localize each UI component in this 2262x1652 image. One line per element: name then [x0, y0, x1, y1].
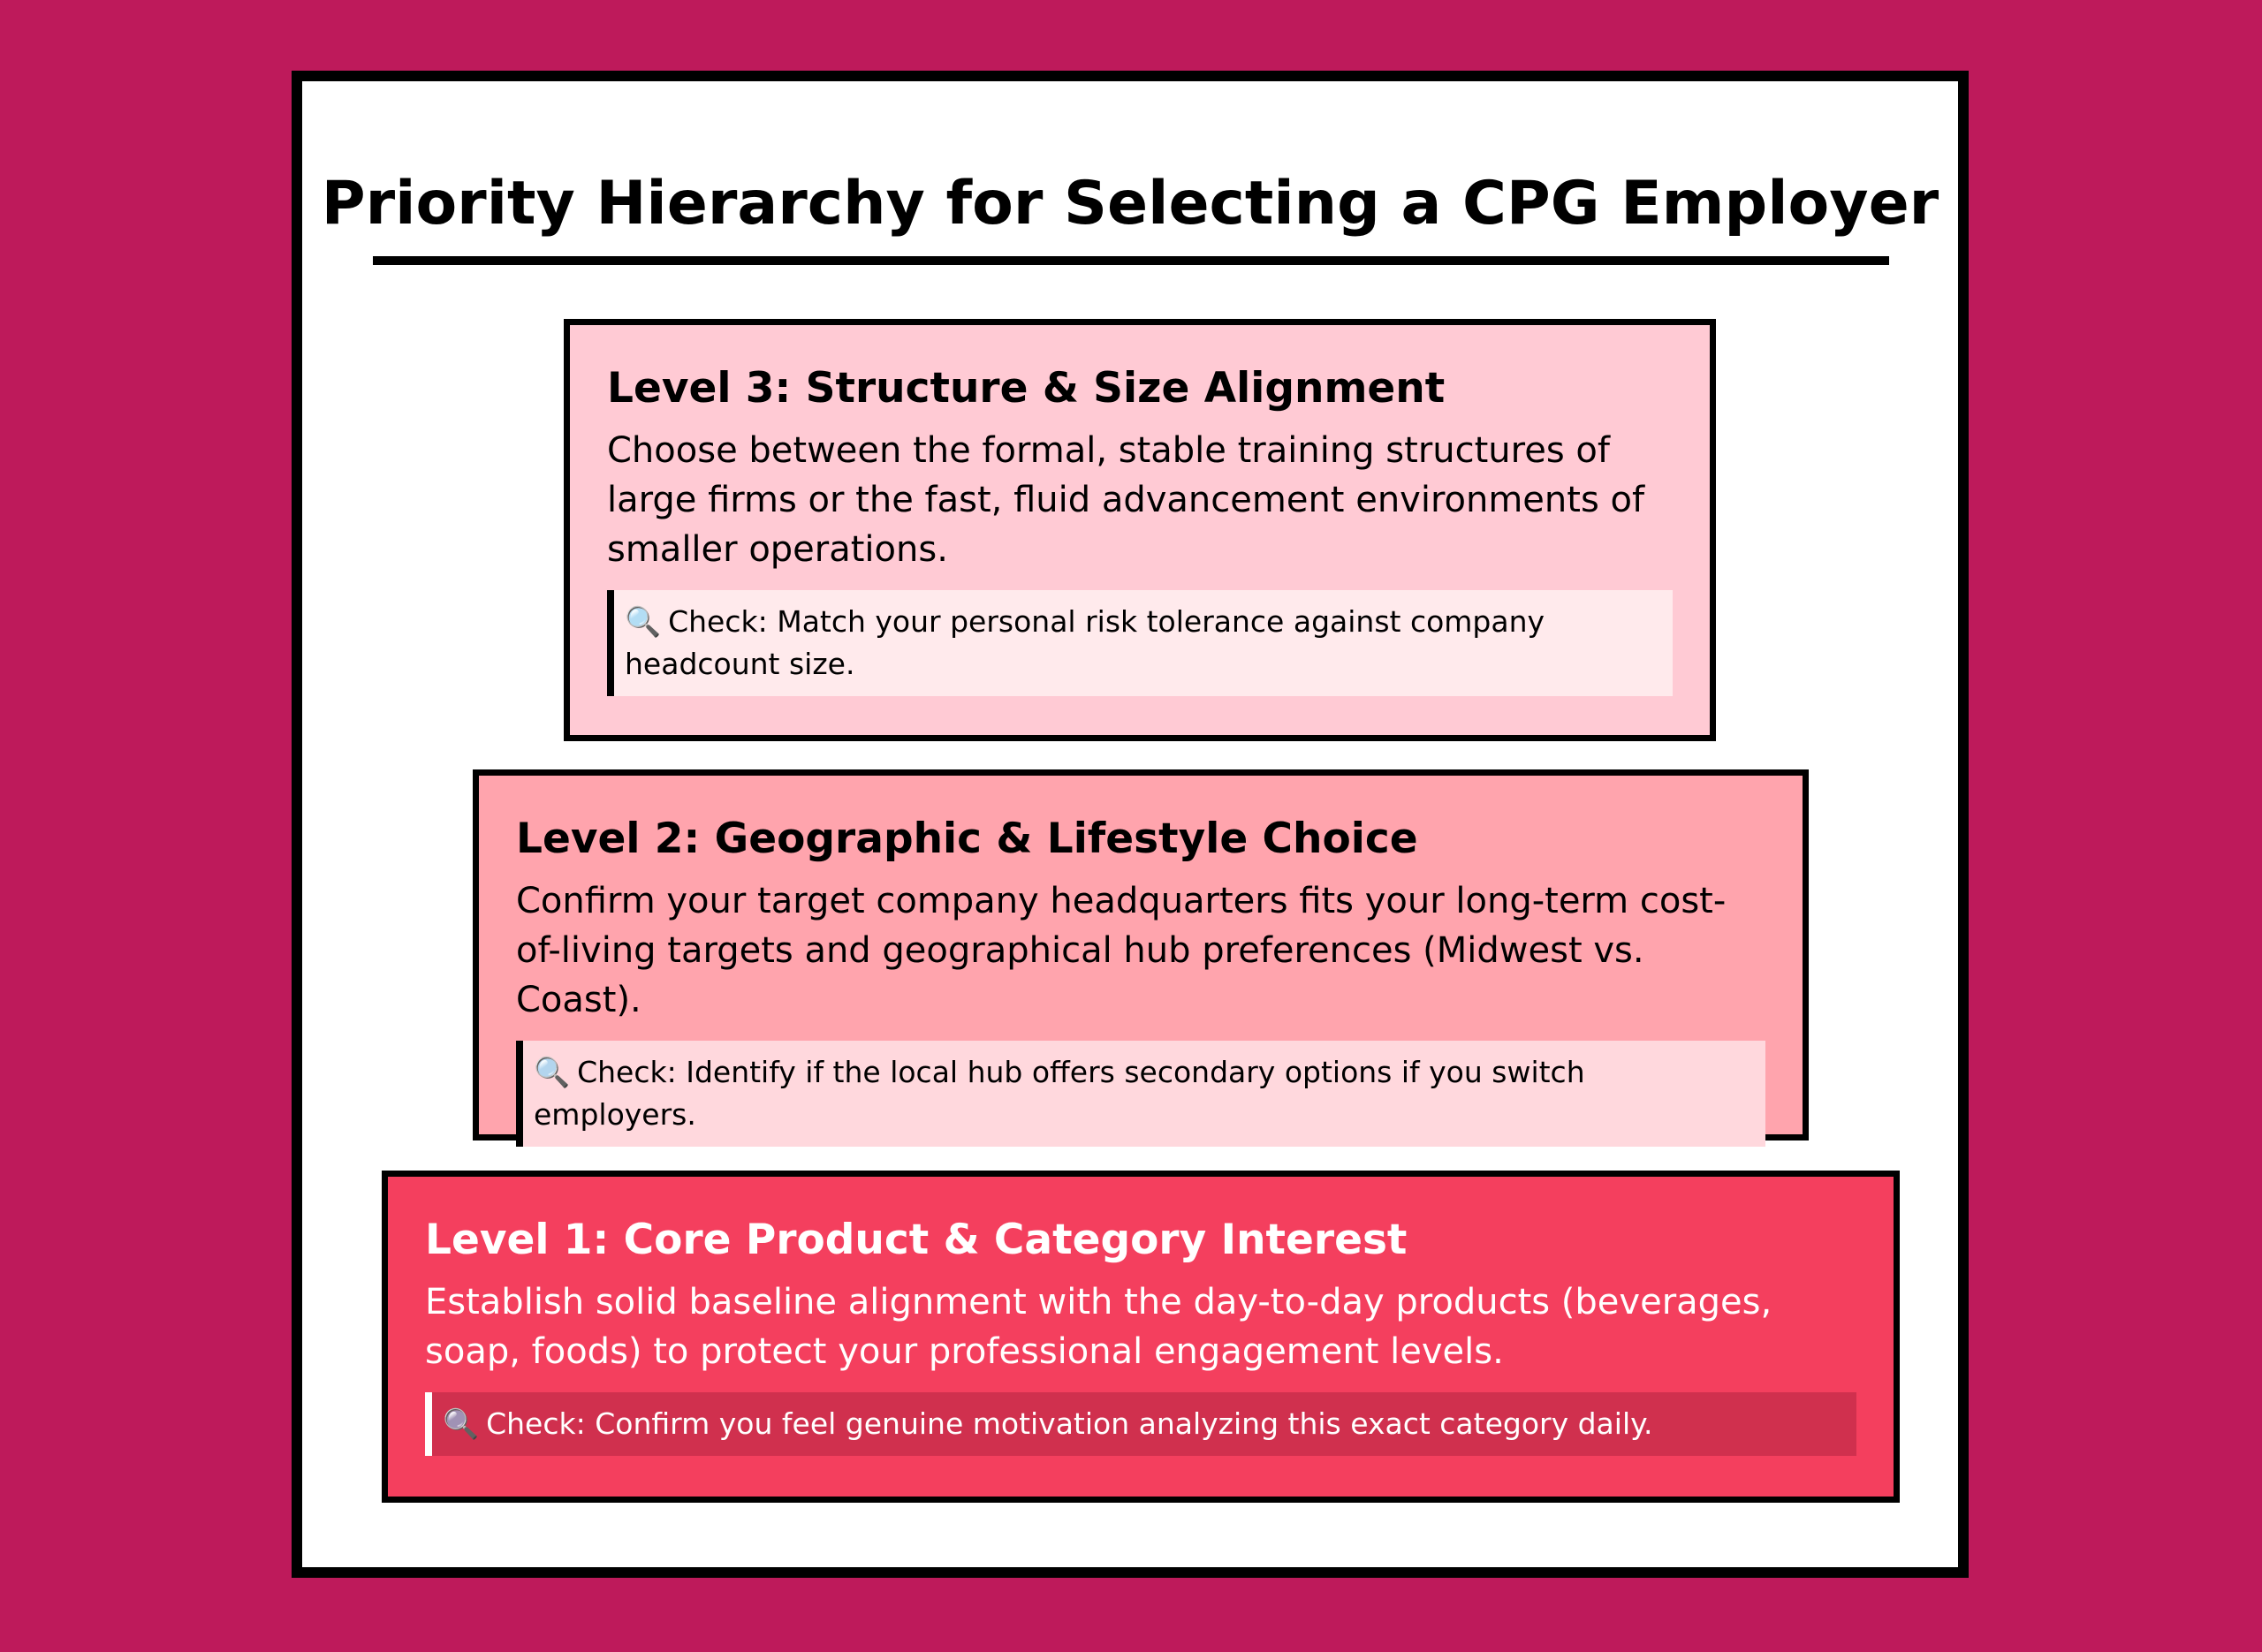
level-3-box — [564, 319, 1716, 741]
level-2-title: Level 2: Geographic & Lifestyle Choice — [516, 815, 1418, 863]
level-3-check-text: Check: Match your personal risk tolerance against company headcount size. — [625, 604, 1545, 682]
level-1-description: Establish solid baseline alignment with the day-to-day products (beverages, soap, foods) to protect your professional engagement levels. — [425, 1282, 1772, 1373]
hierarchy-card — [292, 71, 1969, 1578]
level-3-check — [607, 590, 1673, 696]
level-2-check — [516, 1041, 1765, 1147]
level-3-title: Level 3: Structure & Size Alignment — [607, 364, 1446, 413]
level-2-description: Confirm your target company headquarters fits your long-term cost-of-living targets and geographical hub preferences (Midwest vs. Coast). — [516, 881, 1727, 1021]
level-2-box — [473, 769, 1809, 1140]
level-1-title: Level 1: Core Product & Category Interest — [425, 1216, 1408, 1264]
magnifier-icon: 🔍 — [443, 1406, 480, 1442]
level-1-check-text: Check: Confirm you feel genuine motivation analyzing this exact category daily. — [486, 1406, 1653, 1442]
level-1-check — [425, 1392, 1856, 1456]
magnifier-icon: 🔍 — [625, 604, 662, 640]
level-3-description: Choose between the formal, stable training structures of large firms or the fast, fluid advancement environments of smaller operations. — [607, 430, 1645, 571]
level-2-check-text: Check: Identify if the local hub offers secondary options if you switch employers. — [534, 1055, 1585, 1133]
magnifier-icon: 🔍 — [534, 1055, 571, 1090]
title-divider — [373, 256, 1889, 265]
page-title: Priority Hierarchy for Selecting a CPG Employer — [321, 169, 1939, 239]
level-1-box — [382, 1171, 1900, 1503]
